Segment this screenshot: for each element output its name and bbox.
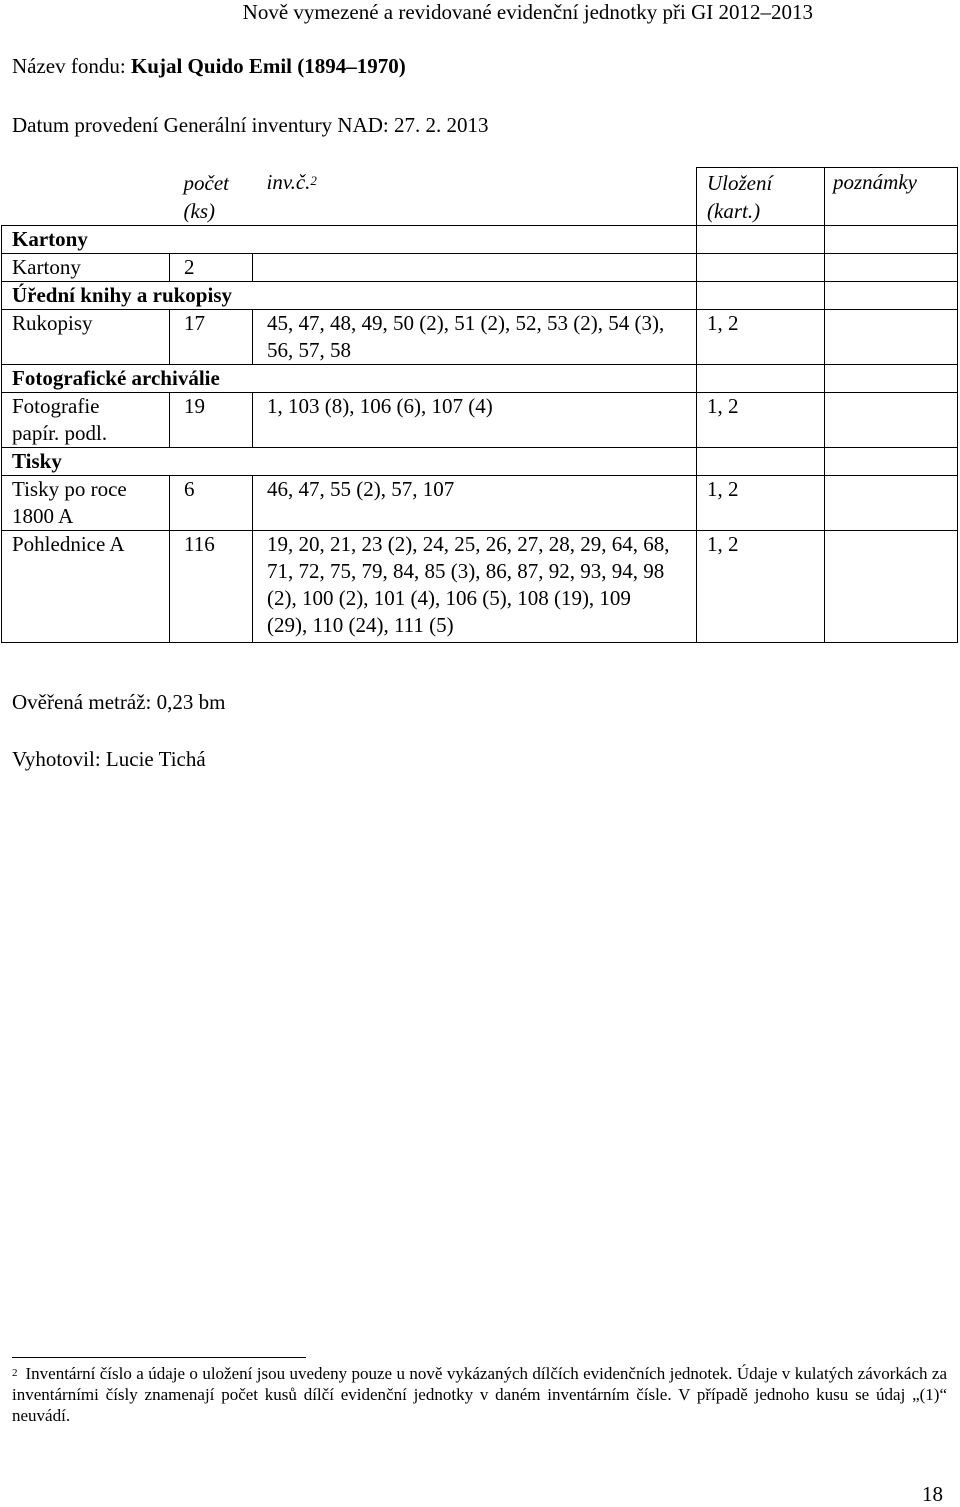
row-name: Fotografie papír. podl. <box>2 393 170 448</box>
row-notes <box>825 476 958 531</box>
inventory-table <box>1 167 958 643</box>
row-count: 6 <box>170 476 253 531</box>
header-inv-label: inv.č. <box>266 169 311 194</box>
row-inv: 19, 20, 21, 23 (2), 24, 25, 26, 27, 28, 29, 64, 68, 71, 72, 75, 79, 84, 85 (3), 86, 87, 92, 93, 94, 98 (2), 100 (2), 101 (4), 106 (5), 108 (19), 109 (29), 110 (24), 111 (5) <box>253 531 697 643</box>
table-row <box>2 393 958 448</box>
footnote-mark: 2 <box>12 1367 18 1379</box>
table-row <box>2 254 958 282</box>
row-location: 1, 2 <box>697 531 825 643</box>
row-notes <box>825 393 958 448</box>
row-location: 1, 2 <box>697 393 825 448</box>
row-location: 1, 2 <box>697 476 825 531</box>
group-title: Kartony <box>2 226 697 254</box>
date-line <box>12 113 488 138</box>
row-notes <box>825 310 958 365</box>
header-count: počet (ks) <box>170 168 253 226</box>
group-row <box>2 226 958 254</box>
meterage: Ověřená metráž: 0,23 bm <box>12 690 226 714</box>
group-row <box>2 282 958 310</box>
header-name <box>2 168 170 226</box>
fond-line <box>12 54 406 79</box>
date-label: Datum provedení Generální inventury NAD: <box>12 113 389 137</box>
group-title: Tisky <box>2 448 697 476</box>
row-name: Tisky po roce 1800 A <box>2 476 170 531</box>
row-inv <box>253 254 697 282</box>
row-count: 116 <box>170 531 253 643</box>
group-title: Fotografické archiválie <box>2 365 697 393</box>
footnote-text: Inventární číslo a údaje o uložení jsou uvedeny pouze u nově vykázaných dílčích evidenčních jednotek. Údaje v kulatých závorkách za inventárními čísly znamenají počet kusů dílčí evidenční jednotky v daném inventárním čísle. V případě jednoho kusu se údaj „(1)“ neuvádí. <box>12 1364 947 1425</box>
table-row <box>2 531 958 643</box>
row-notes <box>825 254 958 282</box>
author: Vyhotovil: Lucie Tichá <box>12 747 206 771</box>
row-name: Rukopisy <box>2 310 170 365</box>
group-row <box>2 365 958 393</box>
header-inv-footnote-mark: 2 <box>310 172 317 188</box>
row-inv: 45, 47, 48, 49, 50 (2), 51 (2), 52, 53 (2), 54 (3), 56, 57, 58 <box>253 310 697 365</box>
group-title: Úřední knihy a rukopisy <box>2 282 697 310</box>
row-inv: 1, 103 (8), 106 (6), 107 (4) <box>253 393 697 448</box>
page-header: Nově vymezené a revidované evidenční jednotky při GI 2012–2013 <box>242 0 813 24</box>
footnote <box>12 1363 947 1426</box>
row-notes <box>825 531 958 643</box>
group-row <box>2 448 958 476</box>
header-location: Uložení (kart.) <box>697 168 825 226</box>
table-row <box>2 310 958 365</box>
row-count: 17 <box>170 310 253 365</box>
row-name: Kartony <box>2 254 170 282</box>
fond-value: Kujal Quido Emil (1894–1970) <box>130 54 406 78</box>
row-inv: 46, 47, 55 (2), 57, 107 <box>253 476 697 531</box>
row-count: 19 <box>170 393 253 448</box>
date-value: 27. 2. 2013 <box>393 113 489 137</box>
row-name: Pohlednice A <box>2 531 170 643</box>
row-count: 2 <box>170 254 253 282</box>
header-inv <box>253 168 697 226</box>
header-notes: poznámky <box>825 168 958 226</box>
page-number: 18 <box>922 1482 943 1506</box>
fond-label: Název fondu: <box>12 54 126 78</box>
footnote-separator <box>12 1357 306 1358</box>
row-location: 1, 2 <box>697 310 825 365</box>
row-location <box>697 254 825 282</box>
table-header-row <box>2 168 958 226</box>
table-row <box>2 476 958 531</box>
